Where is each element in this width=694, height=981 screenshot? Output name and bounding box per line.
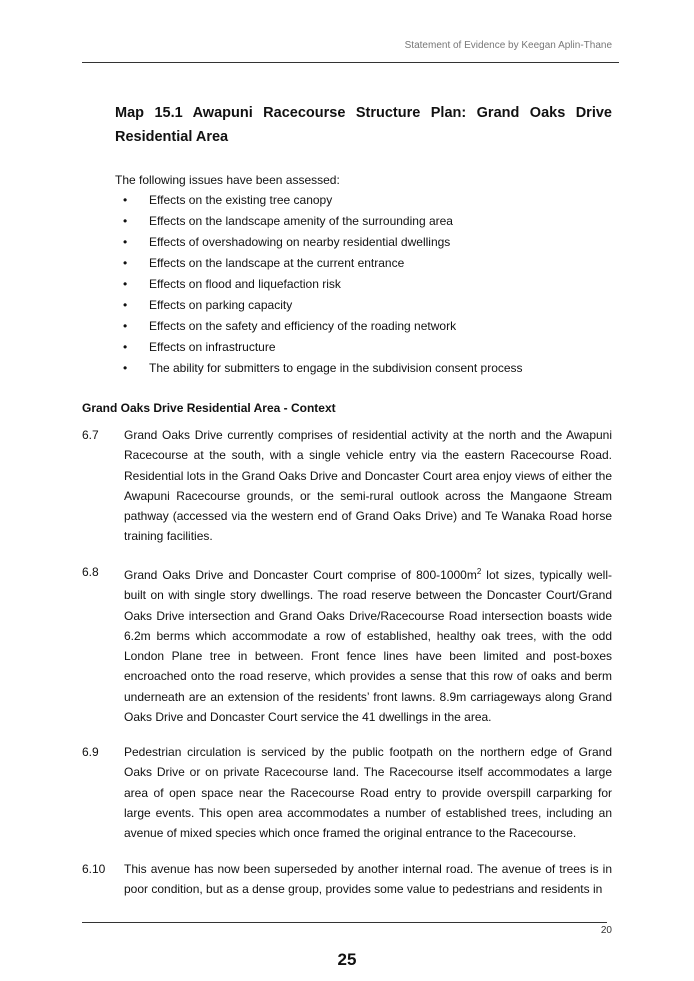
list-item: • Effects on flood and liquefaction risk [115,274,523,295]
list-item: • Effects on the safety and efficiency of the roading network [115,316,523,337]
issues-list [115,190,523,379]
paragraph-text: Grand Oaks Drive currently comprises of residential activity at the north and the Awapuni Racecourse at the south, with a single vehicle entry via the eastern Racecourse Road. Residential lots in the Grand Oaks Drive and Doncaster Court area enjoy views of either the Awapuni Racecourse grounds, or the semi-rural outlook across the Mangaone Stream pathway (accessed via the western end of Grand Oaks Drive) and Te Wanaka Road horse training facilities. [124,428,612,544]
paragraph-6-7 [82,425,612,547]
list-item: • The ability for submitters to engage in the subdivision consent process [115,358,523,379]
bullet-icon: • [123,340,128,354]
list-item: • Effects of overshadowing on nearby residential dwellings [115,232,523,253]
intro-text: The following issues have been assessed: [115,173,340,187]
running-header: Statement of Evidence by Keegan Aplin-Thane [404,40,612,51]
paragraph-text: Pedestrian circulation is serviced by the public footpath on the northern edge of Grand Oaks Drive or on private Racecourse land. The Racecourse itself accommodates a large area of open space near the Racecourse Road entry to provide overspill carparking for large events. This open area accommodates a number of established trees, including an avenue of mixed species which once framed the original entrance to the Racecourse. [124,745,612,841]
list-item: • Effects on parking capacity [115,295,523,316]
paragraph-6-8 [82,562,612,727]
bullet-icon: • [123,361,128,375]
header-divider [82,62,619,63]
bullet-icon: • [123,256,128,270]
page-number: 20 [600,925,612,936]
bullet-icon: • [123,193,128,207]
footer-divider [82,922,607,923]
bullet-icon: • [123,319,128,333]
list-item: • Effects on infrastructure [115,337,523,358]
bullet-icon: • [123,214,128,228]
context-subheading: Grand Oaks Drive Residential Area - Context [82,401,336,415]
paragraph-number: 6.10 [82,862,106,876]
bullet-icon: • [123,235,128,249]
section-title: Map 15.1 Awapuni Racecourse Structure Plan: Grand Oaks Drive Residential Area [115,105,612,145]
list-item: • Effects on the existing tree canopy [115,190,523,211]
bullet-icon: • [123,298,128,312]
paragraph-text: Grand Oaks Drive and Doncaster Court comprise of $800-1000m^2$ lot sizes, typically well-built on with single story dwellings. The road reserve between the Doncaster Court/Grand Oaks Drive intersection and Grand Oaks Drive/Racecourse Road intersection boasts wide 6.2m berms which accommodate a row of established, healthy oak trees, with the odd London Plane tree in between. Front fence lines have been limited and post-boxes encroached onto the road reserve, which provides a sense that this row of oaks and berm underneath are an extension of the residents’ front lawns. 8.9m carriageways along Grand Oaks Drive and Doncaster Court service the 41 dwellings in the area. [124,567,612,725]
list-item: • Effects on the landscape amenity of the surrounding area [115,211,523,232]
paragraph-number: 6.7 [82,428,99,442]
paragraph-number: 6.8 [82,565,99,579]
document-page-number: 25 [337,950,357,969]
paragraph-6-10 [82,859,612,900]
superscript: 2 [476,567,482,576]
paragraph-6-9 [82,742,612,843]
bullet-icon: • [123,277,128,291]
paragraph-number: 6.9 [82,745,99,759]
paragraph-text: This avenue has now been superseded by another internal road. The avenue of trees is in poor condition, but as a dense group, provides some value to pedestrians and residents in [124,862,612,897]
list-item: • Effects on the landscape at the current entrance [115,253,523,274]
